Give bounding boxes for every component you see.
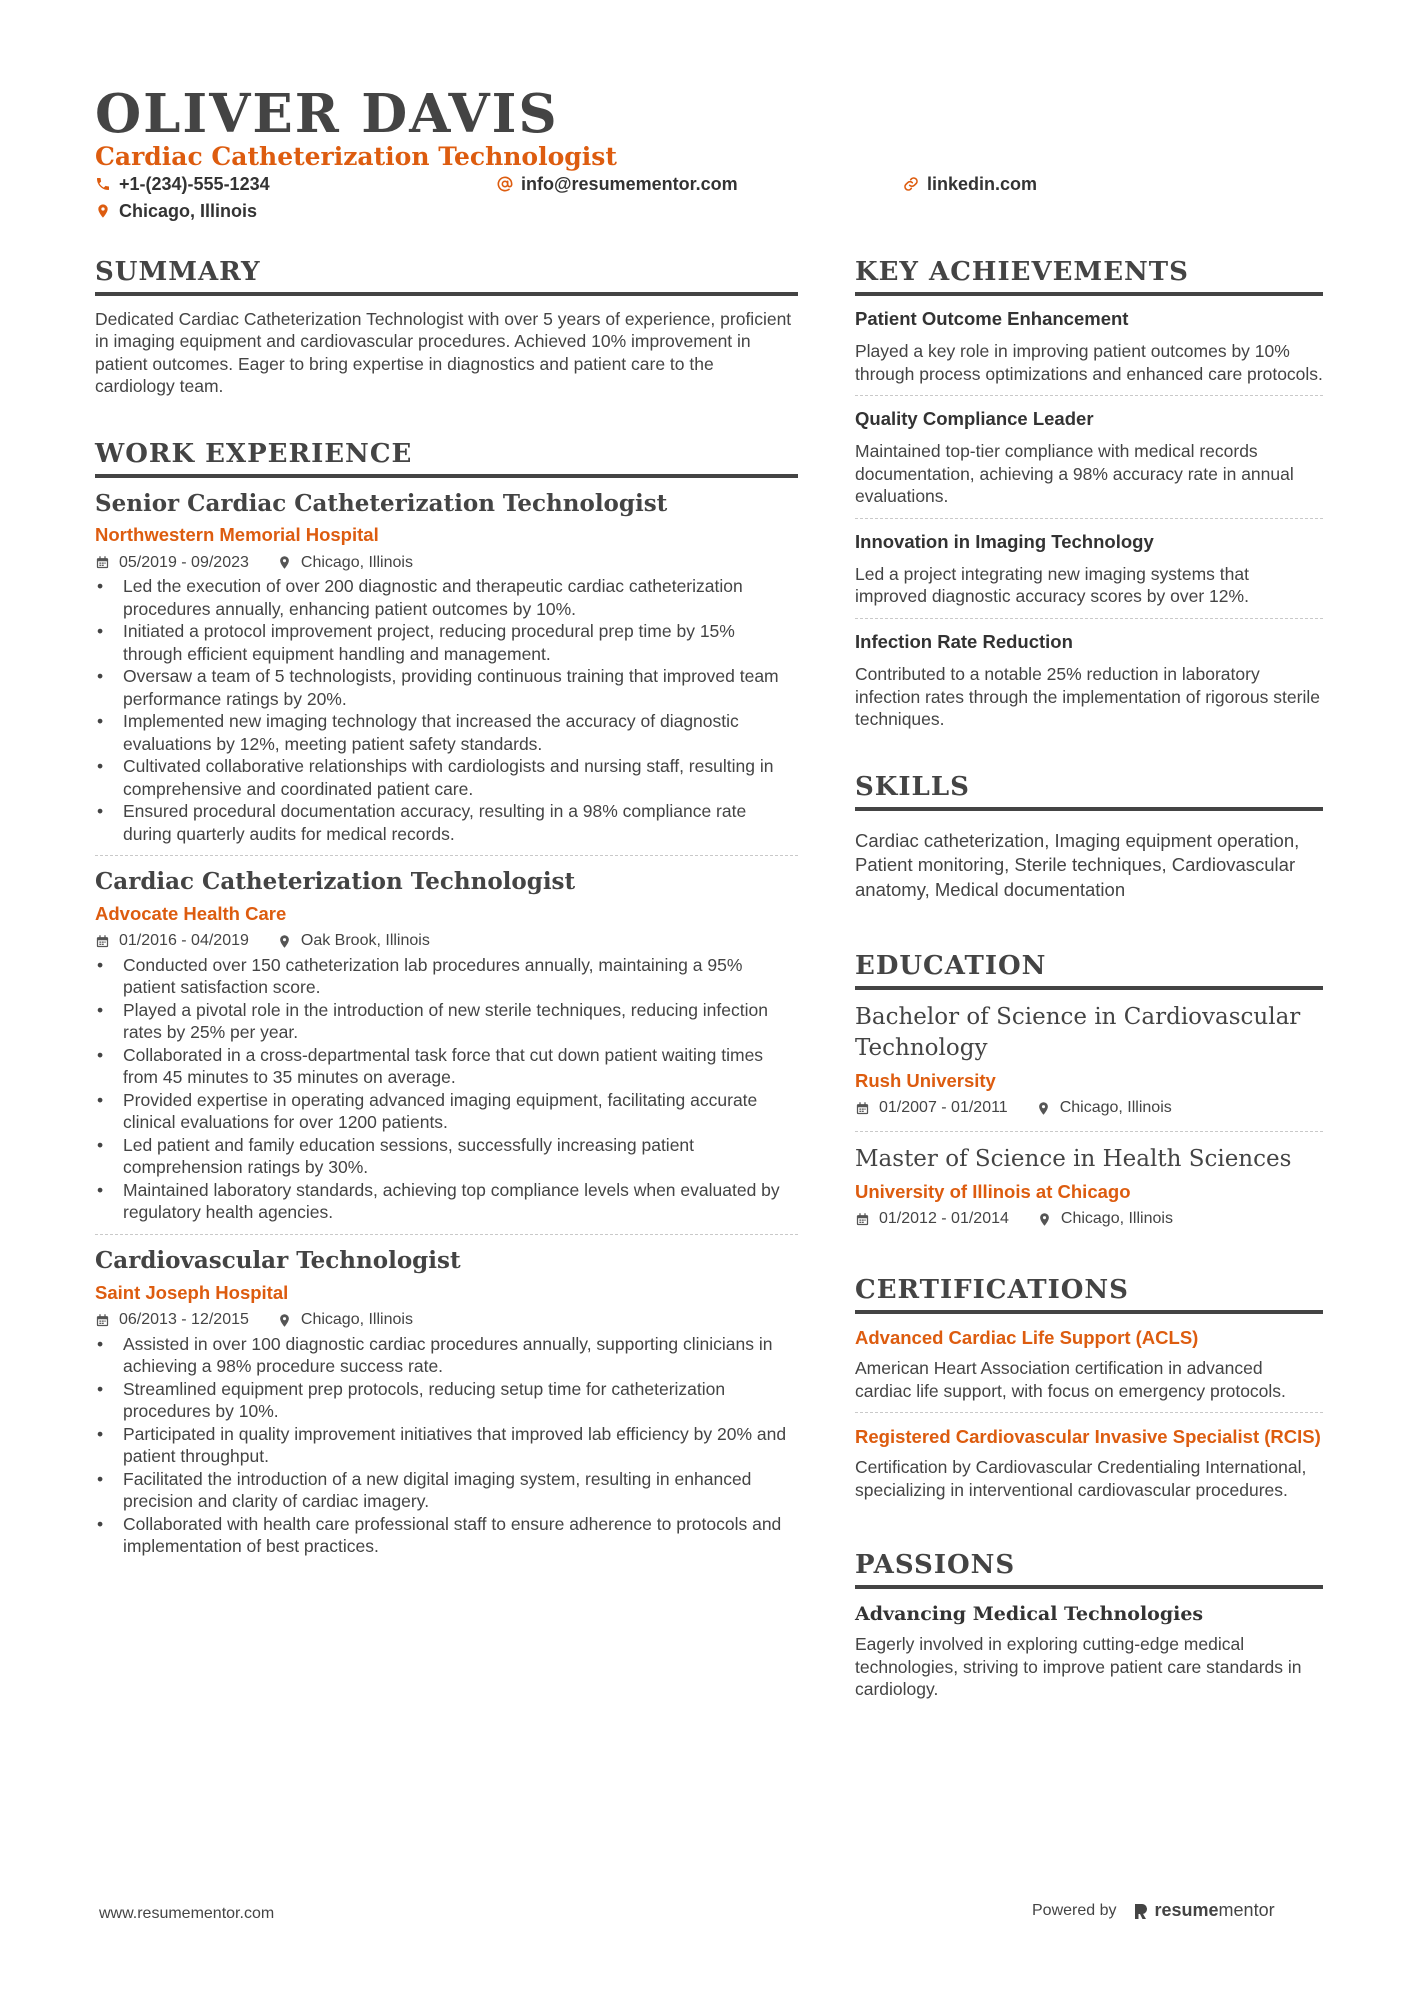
left-column bbox=[95, 258, 798, 1558]
job-list bbox=[95, 478, 798, 1558]
school-name: Rush University bbox=[855, 1070, 996, 1092]
certifications-heading: CERTIFICATIONS bbox=[855, 1276, 1323, 1314]
achievements-heading: KEY ACHIEVEMENTS bbox=[855, 258, 1323, 296]
bullet-item: • Ensured procedural documentation accuracy, resulting in a 98% compliance rate during quarterly audits for medical records. bbox=[95, 800, 798, 845]
date-range: 01/2012 - 01/2014 bbox=[879, 1210, 1009, 1228]
meta-row bbox=[95, 553, 798, 574]
job-bullets bbox=[95, 954, 798, 1224]
passions-heading: PASSIONS bbox=[855, 1551, 1323, 1589]
degree: Bachelor of Science in Cardiovascular Technology bbox=[855, 1003, 1301, 1061]
contact-email[interactable] bbox=[497, 175, 738, 193]
achievement-text: Played a key role in improving patient outcomes by 10% through process optimizations and enhanced care protocols. bbox=[855, 341, 1323, 384]
date-range: 01/2016 - 04/2019 bbox=[119, 932, 249, 950]
bullet-item: • Participated in quality improvement initiatives that improved lab efficiency by 20% and patient throughput. bbox=[95, 1423, 798, 1468]
meta-row bbox=[855, 1098, 1323, 1119]
bullet-item: • Assisted in over 100 diagnostic cardiac procedures annually, supporting clinicians in achieving a 98% procedure success rate. bbox=[95, 1333, 798, 1378]
bullet-item: • Initiated a protocol improvement project, reducing procedural prep time by 15% through efficient equipment handling and management. bbox=[95, 620, 798, 665]
achievement-item bbox=[855, 296, 1323, 395]
job-bullets bbox=[95, 575, 798, 845]
degree: Master of Science in Health Sciences bbox=[855, 1146, 1292, 1172]
location: Chicago, Illinois bbox=[1059, 1099, 1172, 1117]
linkedin-text: linkedin.com bbox=[927, 174, 1038, 194]
calendar-icon bbox=[855, 1212, 870, 1227]
meta-row bbox=[95, 931, 798, 952]
link-icon bbox=[903, 176, 919, 192]
job-entry bbox=[95, 1234, 798, 1558]
summary-heading: SUMMARY bbox=[95, 258, 798, 296]
date-range: 05/2019 - 09/2023 bbox=[119, 553, 249, 571]
achievement-title: Patient Outcome Enhancement bbox=[855, 307, 1129, 329]
date-range: 06/2013 - 12/2015 bbox=[119, 1310, 249, 1328]
bullet-item: • Provided expertise in operating advanced imaging equipment, facilitating accurate clinical evaluations for over 1200 patients. bbox=[95, 1089, 798, 1134]
phone-icon bbox=[95, 176, 111, 192]
certification-item bbox=[855, 1314, 1323, 1412]
achievement-title: Innovation in Imaging Technology bbox=[855, 530, 1154, 552]
certification-list bbox=[855, 1314, 1323, 1511]
company-name: Northwestern Memorial Hospital bbox=[95, 524, 379, 546]
skills-text: Cardiac catheterization, Imaging equipment operation, Patient monitoring, Sterile techniques, Cardiovascular anatomy, Medical documentation bbox=[855, 829, 1300, 900]
experience-heading: WORK EXPERIENCE bbox=[95, 440, 798, 478]
footer-website[interactable]: www.resumementor.com bbox=[99, 1905, 275, 1922]
bullet-item: • Played a pivotal role in the introduction of new sterile techniques, reducing infection rates by 25% per year. bbox=[95, 999, 798, 1044]
certification-title: Advanced Cardiac Life Support (ACLS) bbox=[855, 1326, 1199, 1348]
location-pin-icon bbox=[95, 203, 111, 219]
bullet-item: • Led the execution of over 200 diagnostic and therapeutic cardiac catheterization procedures annually, enhancing patient outcomes by 10%. bbox=[95, 575, 798, 620]
date-range: 01/2007 - 01/2011 bbox=[879, 1099, 1008, 1117]
calendar-icon bbox=[95, 555, 110, 570]
achievement-text: Led a project integrating new imaging systems that improved diagnostic accuracy scores by over 12%. bbox=[855, 563, 1249, 607]
bullet-item: • Collaborated with health care professional staff to ensure adherence to protocols and implementation of best practices. bbox=[95, 1513, 798, 1558]
location-pin-icon bbox=[277, 555, 292, 570]
bullet-item: • Streamlined equipment prep protocols, reducing setup time for catheterization procedures by 10%. bbox=[95, 1378, 798, 1423]
job-entry bbox=[95, 478, 798, 846]
bullet-item: • Facilitated the introduction of a new digital imaging system, resulting in enhanced precision and clarity of cardiac imagery. bbox=[95, 1468, 798, 1513]
certification-title: Registered Cardiovascular Invasive Specialist (RCIS) bbox=[855, 1426, 1321, 1448]
footer-powered-by bbox=[1032, 1900, 1275, 1921]
location-pin-icon bbox=[1037, 1212, 1052, 1227]
bullet-item: • Collaborated in a cross-departmental task force that cut down patient waiting times from 45 minutes to 35 minutes on average. bbox=[95, 1044, 798, 1089]
achievement-item bbox=[855, 518, 1323, 618]
school-name: University of Illinois at Chicago bbox=[855, 1181, 1131, 1203]
location: Chicago, Illinois bbox=[300, 1310, 413, 1328]
bullet-item: • Implemented new imaging technology that increased the accuracy of diagnostic evaluations by 12%, meeting patient safety standards. bbox=[95, 710, 798, 755]
calendar-icon bbox=[855, 1101, 870, 1116]
company-name: Saint Joseph Hospital bbox=[95, 1281, 289, 1303]
job-bullets bbox=[95, 1333, 798, 1558]
brand-prefix: resume bbox=[1154, 1900, 1219, 1920]
passion-item bbox=[855, 1603, 1323, 1701]
email-text: info@resumementor.com bbox=[521, 174, 738, 194]
brand-logo[interactable] bbox=[1133, 1900, 1275, 1921]
meta-row bbox=[95, 1310, 798, 1331]
bullet-item: • Maintained laboratory standards, achieving top compliance levels when evaluated by regulatory health agencies. bbox=[95, 1179, 798, 1224]
right-column bbox=[855, 258, 1323, 1701]
location-pin-icon bbox=[277, 1313, 292, 1328]
candidate-name: OLIVER DAVIS bbox=[95, 83, 559, 145]
passion-list bbox=[855, 1603, 1323, 1701]
location-pin-icon bbox=[1036, 1101, 1051, 1116]
location-pin-icon bbox=[277, 934, 292, 949]
achievement-text: Contributed to a notable 25% reduction in laboratory infection rates through the implementation of rigorous sterile techniques. bbox=[855, 664, 1320, 730]
passion-text: Eagerly involved in exploring cutting-edge medical technologies, striving to improve patient care standards in cardiology. bbox=[855, 1634, 1302, 1700]
job-title: Cardiac Catheterization Technologist bbox=[95, 868, 576, 896]
bullet-item: • Oversaw a team of 5 technologists, providing continuous training that improved team performance ratings by 20%. bbox=[95, 665, 798, 710]
location: Chicago, Illinois bbox=[1060, 1210, 1173, 1228]
achievement-item bbox=[855, 395, 1323, 518]
education-heading: EDUCATION bbox=[855, 952, 1323, 990]
brand-mark-icon bbox=[1133, 1902, 1149, 1920]
contact-location bbox=[95, 202, 257, 220]
certification-text: American Heart Association certification in advanced cardiac life support, with focus on emergency protocols. bbox=[855, 1358, 1286, 1401]
job-title: Senior Cardiac Catheterization Technologist bbox=[95, 489, 668, 517]
education-item bbox=[855, 1131, 1323, 1242]
certification-item bbox=[855, 1412, 1323, 1511]
location: Oak Brook, Illinois bbox=[300, 932, 430, 950]
at-sign-icon bbox=[497, 176, 513, 192]
skills-heading: SKILLS bbox=[855, 773, 1323, 811]
education-item bbox=[855, 990, 1323, 1131]
calendar-icon bbox=[95, 1313, 110, 1328]
summary-text: Dedicated Cardiac Catheterization Technologist with over 5 years of experience, proficient in imaging equipment and cardiovascular procedures. Achieved 10% improvement in patient outcomes. Eager to bring expertise in diagnostics and patient care to the cardiology team. bbox=[95, 308, 792, 397]
education-list bbox=[855, 990, 1323, 1242]
contact-phone[interactable] bbox=[95, 175, 270, 193]
brand-suffix: mentor bbox=[1218, 1900, 1275, 1920]
phone-text: +1-(234)-555-1234 bbox=[119, 174, 270, 194]
achievement-list bbox=[855, 296, 1323, 741]
meta-row bbox=[855, 1209, 1323, 1230]
contact-linkedin[interactable] bbox=[903, 175, 1037, 193]
certification-text: Certification by Cardiovascular Credentialing International, specializing in interventional cardiovascular procedures. bbox=[855, 1457, 1307, 1500]
job-title: Cardiovascular Technologist bbox=[95, 1246, 461, 1274]
candidate-title: Cardiac Catheterization Technologist bbox=[95, 142, 617, 171]
bullet-item: • Led patient and family education sessions, successfully increasing patient comprehension ratings by 30%. bbox=[95, 1134, 798, 1179]
achievement-title: Quality Compliance Leader bbox=[855, 408, 1094, 430]
powered-by-label: Powered by bbox=[1032, 1901, 1117, 1919]
bullet-item: • Cultivated collaborative relationships with cardiologists and nursing staff, resulting in comprehensive and coordinated patient care. bbox=[95, 755, 798, 800]
achievement-title: Infection Rate Reduction bbox=[855, 630, 1073, 652]
calendar-icon bbox=[95, 934, 110, 949]
location: Chicago, Illinois bbox=[300, 553, 413, 571]
passion-title: Advancing Medical Technologies bbox=[855, 1603, 1204, 1626]
achievement-text: Maintained top-tier compliance with medical records documentation, achieving a 98% accuracy rate in annual evaluations. bbox=[855, 441, 1294, 507]
location-text: Chicago, Illinois bbox=[119, 201, 258, 221]
bullet-item: • Conducted over 150 catheterization lab procedures annually, maintaining a 95% patient satisfaction score. bbox=[95, 954, 798, 999]
company-name: Advocate Health Care bbox=[95, 902, 287, 924]
achievement-item bbox=[855, 618, 1323, 741]
job-entry bbox=[95, 855, 798, 1224]
